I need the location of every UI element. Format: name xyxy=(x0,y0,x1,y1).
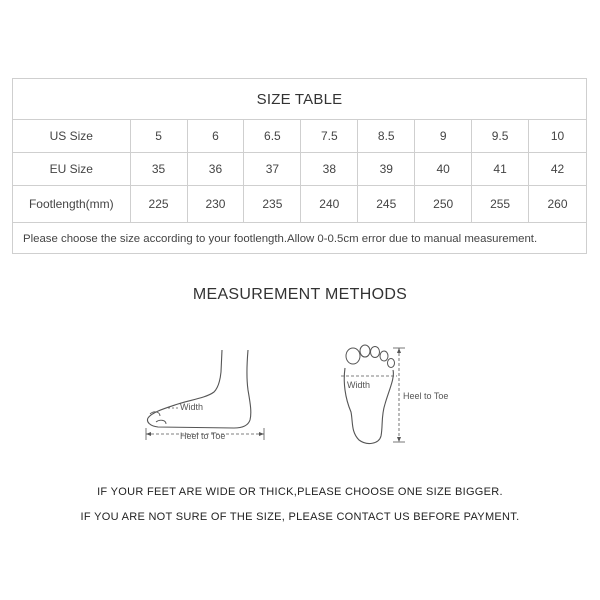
table-cell: 8.5 xyxy=(358,120,415,152)
top-heel-to-toe-label: Heel to Toe xyxy=(403,391,449,401)
size-table xyxy=(12,78,587,254)
table-cell: 35 xyxy=(131,153,188,185)
table-cell: 6.5 xyxy=(244,120,301,152)
table-cell: 36 xyxy=(188,153,245,185)
toe-third xyxy=(371,347,380,358)
heel-toe-right-arrow xyxy=(259,432,264,436)
table-cell: 230 xyxy=(188,186,245,222)
foot-top-svg xyxy=(333,342,463,446)
foot-top-view-diagram xyxy=(333,342,463,446)
row-label: Footlength(mm) xyxy=(13,186,131,222)
table-cell: 5 xyxy=(131,120,188,152)
toe-second xyxy=(360,345,370,357)
table-cell: 41 xyxy=(472,153,529,185)
size-table-title: SIZE TABLE xyxy=(13,79,586,120)
table-cell: 245 xyxy=(358,186,415,222)
notice-wide-feet: IF YOUR FEET ARE WIDE OR THICK,PLEASE CHOOSE ONE SIZE BIGGER. xyxy=(97,486,503,498)
top-width-label: Width xyxy=(347,380,371,390)
side-width-label: Width xyxy=(180,402,204,412)
table-row-us-size xyxy=(13,120,586,153)
foot-side-view-diagram xyxy=(138,342,270,448)
foot-side-outline xyxy=(147,350,250,428)
toe-fourth xyxy=(380,351,388,361)
table-cell: 37 xyxy=(244,153,301,185)
table-cell: 225 xyxy=(131,186,188,222)
table-cell: 42 xyxy=(550,162,565,176)
table-cell: 38 xyxy=(301,153,358,185)
toe-little xyxy=(388,359,395,368)
table-cell: 260 xyxy=(547,197,568,211)
table-cell: 39 xyxy=(358,153,415,185)
table-row-footlength xyxy=(13,186,586,223)
notice-contact-us: IF YOU ARE NOT SURE OF THE SIZE, PLEASE CONTACT US BEFORE PAYMENT. xyxy=(80,511,520,523)
heel-toe-top-arrow xyxy=(397,348,401,353)
row-label: EU Size xyxy=(13,153,131,185)
table-cell: 240 xyxy=(301,186,358,222)
table-cell: 255 xyxy=(472,186,529,222)
table-cell: 9 xyxy=(415,120,472,152)
table-cell: 250 xyxy=(415,186,472,222)
size-table-note: Please choose the size according to your footlength.Allow 0-0.5cm error due to manual measurement. xyxy=(23,232,538,245)
side-heel-to-toe-label: Heel to Toe xyxy=(180,431,226,441)
heel-toe-bottom-arrow xyxy=(397,437,401,442)
table-cell: 10 xyxy=(550,129,565,143)
heel-toe-left-arrow xyxy=(146,432,151,436)
row-label: US Size xyxy=(13,120,131,152)
table-cell: 9.5 xyxy=(472,120,529,152)
table-cell: 235 xyxy=(244,186,301,222)
toe-big xyxy=(346,348,360,364)
table-row-eu-size xyxy=(13,153,586,186)
table-cell: 7.5 xyxy=(301,120,358,152)
measurement-methods-title: MEASUREMENT METHODS xyxy=(192,286,408,303)
table-cell: 6 xyxy=(188,120,245,152)
table-cell: 40 xyxy=(415,153,472,185)
foot-side-svg xyxy=(138,342,270,448)
